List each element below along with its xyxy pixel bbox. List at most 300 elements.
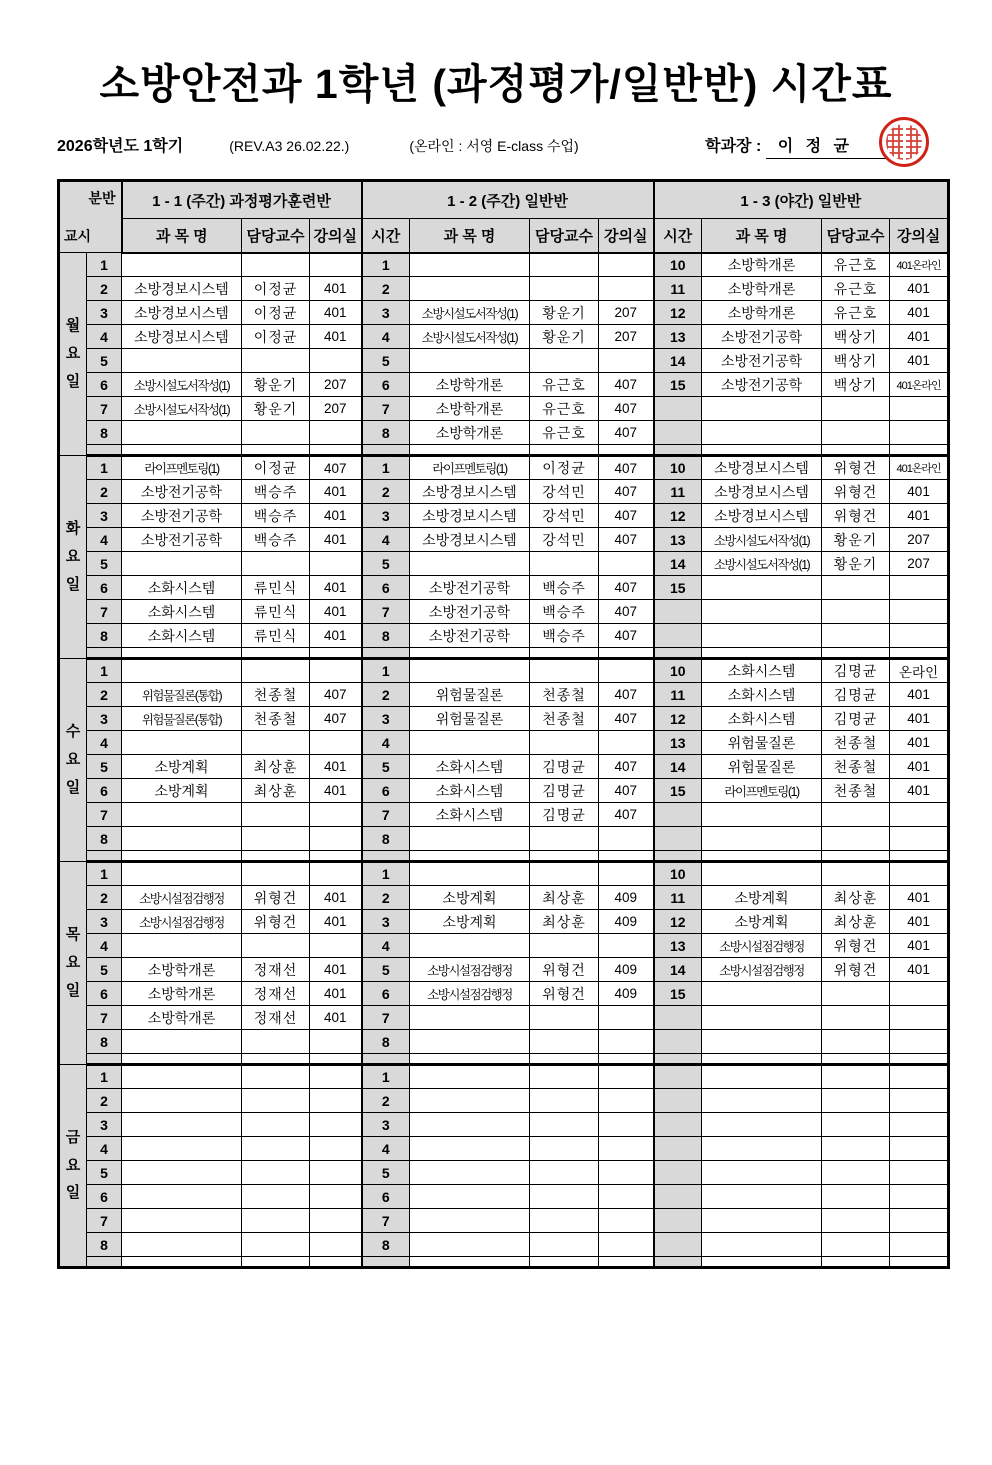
period-cell <box>87 1257 122 1268</box>
period-cell <box>654 1161 702 1185</box>
professor-cell: 위형건 <box>822 934 890 958</box>
subject-cell <box>410 1137 530 1161</box>
subject-cell <box>122 253 242 277</box>
subject-cell <box>702 1006 822 1030</box>
subject-cell: 소방시설점검행정 <box>702 958 822 982</box>
room-cell <box>599 349 654 373</box>
professor-cell: 최상훈 <box>242 755 310 779</box>
professor-cell: 정재선 <box>242 958 310 982</box>
room-cell <box>599 731 654 755</box>
professor-cell: 위형건 <box>822 456 890 480</box>
room-cell: 409 <box>599 910 654 934</box>
period-cell: 3 <box>87 1113 122 1137</box>
period-cell: 7 <box>362 1209 410 1233</box>
subject-cell: 소방시설점검행정 <box>410 982 530 1006</box>
subject-cell <box>410 277 530 301</box>
professor-cell <box>530 253 599 277</box>
professor-cell <box>530 1054 599 1065</box>
professor-cell <box>530 648 599 659</box>
room-cell <box>310 1113 362 1137</box>
room-cell: 207 <box>310 373 362 397</box>
subject-cell: 소방경보시스템 <box>702 504 822 528</box>
subject-cell: 소방계획 <box>410 886 530 910</box>
professor-cell: 이정균 <box>242 301 310 325</box>
room-cell <box>310 253 362 277</box>
room-cell <box>310 648 362 659</box>
subject-cell <box>410 1185 530 1209</box>
period-cell <box>654 1233 702 1257</box>
subject-cell: 라이프멘토링(1) <box>122 456 242 480</box>
period-cell: 1 <box>87 862 122 886</box>
professor-cell: 백승주 <box>530 624 599 648</box>
room-cell: 401 <box>310 910 362 934</box>
period-cell: 3 <box>362 504 410 528</box>
period-cell: 7 <box>87 1209 122 1233</box>
professor-cell: 이정균 <box>530 456 599 480</box>
period-cell: 6 <box>87 779 122 803</box>
period-cell: 5 <box>362 1161 410 1185</box>
period-cell <box>87 648 122 659</box>
period-cell: 3 <box>362 910 410 934</box>
professor-cell <box>242 1113 310 1137</box>
room-cell <box>890 1006 949 1030</box>
professor-cell: 천종철 <box>242 683 310 707</box>
subject-cell: 소방경보시스템 <box>122 325 242 349</box>
online-note-label: (온라인 : 서영 E-class 수업) <box>409 138 579 155</box>
room-cell: 407 <box>599 707 654 731</box>
professor-cell <box>242 648 310 659</box>
period-cell <box>654 421 702 445</box>
professor-cell: 위형건 <box>242 910 310 934</box>
room-cell: 409 <box>599 886 654 910</box>
room-cell: 401 <box>310 277 362 301</box>
professor-cell <box>530 851 599 862</box>
group-header-1-3: 1 - 3 (야간) 일반반 <box>654 181 949 219</box>
subject-cell: 소방학개론 <box>410 421 530 445</box>
subject-cell: 위험물질론(통합) <box>122 683 242 707</box>
col-header-time: 시간 <box>362 219 410 253</box>
period-cell <box>654 1054 702 1065</box>
room-cell: 407 <box>599 755 654 779</box>
period-cell <box>654 1113 702 1137</box>
professor-cell: 황운기 <box>242 397 310 421</box>
subject-cell: 소화시스템 <box>122 576 242 600</box>
professor-cell <box>530 445 599 456</box>
subject-cell <box>410 1233 530 1257</box>
professor-cell: 유근호 <box>530 397 599 421</box>
subject-cell: 소방시설도서작성(1) <box>702 552 822 576</box>
subject-cell <box>702 1030 822 1054</box>
room-cell <box>310 552 362 576</box>
subject-cell <box>702 1209 822 1233</box>
period-cell: 1 <box>362 862 410 886</box>
info-row <box>57 133 947 159</box>
period-cell: 7 <box>362 397 410 421</box>
professor-cell: 백승주 <box>530 576 599 600</box>
period-cell: 5 <box>87 958 122 982</box>
period-cell: 8 <box>362 1233 410 1257</box>
period-cell: 7 <box>362 1006 410 1030</box>
professor-cell <box>242 1089 310 1113</box>
subject-cell <box>702 1065 822 1089</box>
subject-cell <box>702 445 822 456</box>
subject-cell <box>122 1065 242 1089</box>
professor-cell <box>822 1161 890 1185</box>
professor-cell: 유근호 <box>530 421 599 445</box>
subject-cell: 소화시스템 <box>410 803 530 827</box>
period-cell: 8 <box>362 827 410 851</box>
room-cell: 401 <box>890 707 949 731</box>
room-cell: 407 <box>310 456 362 480</box>
day-label: 화 요 일 <box>59 456 87 659</box>
room-cell <box>599 934 654 958</box>
period-cell <box>362 648 410 659</box>
professor-cell <box>242 1065 310 1089</box>
professor-cell <box>530 659 599 683</box>
professor-cell <box>822 1113 890 1137</box>
room-cell: 401 <box>890 504 949 528</box>
room-cell <box>890 851 949 862</box>
period-cell: 15 <box>654 982 702 1006</box>
room-cell: 407 <box>599 576 654 600</box>
subject-cell <box>410 851 530 862</box>
subject-cell <box>122 1137 242 1161</box>
group-header-1-1: 1 - 1 (주간) 과정평가훈련반 <box>122 181 362 219</box>
room-cell <box>890 982 949 1006</box>
period-cell: 7 <box>87 397 122 421</box>
professor-cell: 유근호 <box>822 277 890 301</box>
department-head-signature <box>705 133 947 159</box>
professor-cell <box>530 1209 599 1233</box>
room-cell <box>599 851 654 862</box>
room-cell: 407 <box>310 683 362 707</box>
professor-cell: 황운기 <box>530 325 599 349</box>
professor-cell <box>530 1257 599 1268</box>
professor-cell: 위형건 <box>822 958 890 982</box>
professor-cell <box>822 421 890 445</box>
subject-cell: 소방경보시스템 <box>122 301 242 325</box>
period-cell: 7 <box>87 803 122 827</box>
room-cell: 401 <box>890 480 949 504</box>
subject-cell <box>122 1185 242 1209</box>
approval-stamp-icon <box>879 117 929 167</box>
subject-cell: 소방경보시스템 <box>702 456 822 480</box>
professor-cell: 유근호 <box>822 253 890 277</box>
subject-cell <box>410 1113 530 1137</box>
room-cell: 401 <box>310 325 362 349</box>
period-cell: 2 <box>87 277 122 301</box>
room-cell <box>599 862 654 886</box>
period-cell: 5 <box>87 755 122 779</box>
room-cell <box>599 277 654 301</box>
room-cell: 401온라인 <box>890 253 949 277</box>
professor-cell: 최상훈 <box>242 779 310 803</box>
period-cell: 12 <box>654 707 702 731</box>
period-cell: 4 <box>362 934 410 958</box>
period-cell: 5 <box>87 1161 122 1185</box>
room-cell <box>890 1185 949 1209</box>
professor-cell: 이정균 <box>242 277 310 301</box>
period-cell: 15 <box>654 779 702 803</box>
period-cell: 1 <box>87 253 122 277</box>
subject-cell <box>702 600 822 624</box>
room-cell: 407 <box>310 707 362 731</box>
subject-cell <box>702 1233 822 1257</box>
subject-cell <box>122 731 242 755</box>
subject-cell: 소방시설점검행정 <box>702 934 822 958</box>
room-cell: 401 <box>890 349 949 373</box>
professor-cell <box>822 624 890 648</box>
professor-cell: 천종철 <box>530 707 599 731</box>
period-cell <box>87 1054 122 1065</box>
room-cell <box>890 1257 949 1268</box>
room-cell: 401 <box>310 624 362 648</box>
subject-cell <box>410 1030 530 1054</box>
col-header-professor: 담당교수 <box>242 219 310 253</box>
professor-cell <box>822 827 890 851</box>
subject-cell: 소방학개론 <box>122 1006 242 1030</box>
period-cell: 6 <box>362 576 410 600</box>
period-cell: 4 <box>87 934 122 958</box>
period-cell: 3 <box>87 301 122 325</box>
subject-cell: 소화시스템 <box>122 600 242 624</box>
period-cell <box>654 1030 702 1054</box>
room-cell: 401 <box>310 1006 362 1030</box>
room-cell: 407 <box>599 480 654 504</box>
professor-cell <box>822 1089 890 1113</box>
professor-cell: 천종철 <box>530 683 599 707</box>
subject-cell <box>122 934 242 958</box>
subject-cell <box>122 349 242 373</box>
room-cell: 401 <box>310 982 362 1006</box>
professor-cell: 위형건 <box>242 886 310 910</box>
subject-cell <box>122 1030 242 1054</box>
day-label: 수 요 일 <box>59 659 87 862</box>
professor-cell <box>242 349 310 373</box>
subject-cell: 소방계획 <box>410 910 530 934</box>
professor-cell: 류민식 <box>242 600 310 624</box>
subject-cell: 위험물질론(통합) <box>122 707 242 731</box>
subject-cell <box>122 1209 242 1233</box>
professor-cell <box>822 648 890 659</box>
subject-cell <box>702 803 822 827</box>
room-cell: 407 <box>599 504 654 528</box>
subject-cell: 소방계획 <box>122 755 242 779</box>
room-cell <box>599 1185 654 1209</box>
room-cell: 401온라인 <box>890 373 949 397</box>
room-cell: 401온라인 <box>890 456 949 480</box>
period-cell <box>654 648 702 659</box>
period-cell: 4 <box>362 325 410 349</box>
period-cell <box>654 1065 702 1089</box>
period-cell: 6 <box>87 1185 122 1209</box>
room-cell: 407 <box>599 373 654 397</box>
room-cell <box>310 1089 362 1113</box>
subject-cell <box>410 445 530 456</box>
period-cell: 6 <box>362 373 410 397</box>
subject-cell: 소방학개론 <box>702 253 822 277</box>
room-cell: 401 <box>890 731 949 755</box>
period-cell <box>654 397 702 421</box>
professor-cell: 백승주 <box>530 600 599 624</box>
room-cell <box>890 421 949 445</box>
professor-cell <box>822 862 890 886</box>
subject-cell: 소방학개론 <box>702 301 822 325</box>
room-cell <box>890 1113 949 1137</box>
day-label: 목 요 일 <box>59 862 87 1065</box>
room-cell <box>599 1089 654 1113</box>
period-cell: 14 <box>654 958 702 982</box>
professor-cell: 위형건 <box>822 504 890 528</box>
room-cell: 온라인 <box>890 659 949 683</box>
period-cell: 3 <box>362 1113 410 1137</box>
subject-cell: 소화시스템 <box>122 624 242 648</box>
room-cell <box>599 648 654 659</box>
professor-cell <box>822 1065 890 1089</box>
subject-cell: 소방시설도서작성(1) <box>702 528 822 552</box>
col-header-subject: 과 목 명 <box>410 219 530 253</box>
period-cell: 8 <box>87 1233 122 1257</box>
subject-cell: 소방학개론 <box>122 982 242 1006</box>
period-cell: 4 <box>362 731 410 755</box>
room-cell <box>890 624 949 648</box>
room-cell: 401 <box>890 683 949 707</box>
professor-cell: 정재선 <box>242 1006 310 1030</box>
subject-cell <box>122 445 242 456</box>
professor-cell: 백상기 <box>822 325 890 349</box>
period-cell <box>654 600 702 624</box>
subject-cell <box>122 1054 242 1065</box>
room-cell <box>890 803 949 827</box>
professor-cell: 최상훈 <box>822 886 890 910</box>
period-cell: 1 <box>87 659 122 683</box>
period-cell <box>87 851 122 862</box>
period-cell <box>654 1137 702 1161</box>
col-header-room: 강의실 <box>310 219 362 253</box>
professor-cell <box>242 1233 310 1257</box>
subject-cell: 소방학개론 <box>122 958 242 982</box>
period-cell: 2 <box>87 683 122 707</box>
col-header-room: 강의실 <box>599 219 654 253</box>
subject-cell <box>702 397 822 421</box>
period-cell: 4 <box>362 1137 410 1161</box>
subject-cell: 소방학개론 <box>410 373 530 397</box>
room-cell <box>310 1030 362 1054</box>
period-cell <box>654 851 702 862</box>
period-cell: 11 <box>654 886 702 910</box>
room-cell <box>310 1185 362 1209</box>
room-cell: 407 <box>599 528 654 552</box>
room-cell <box>599 659 654 683</box>
room-cell: 401 <box>890 325 949 349</box>
professor-cell <box>822 851 890 862</box>
room-cell <box>890 1233 949 1257</box>
room-cell <box>890 397 949 421</box>
professor-cell: 최상훈 <box>530 910 599 934</box>
period-cell: 7 <box>87 600 122 624</box>
period-cell: 11 <box>654 480 702 504</box>
professor-cell <box>530 1185 599 1209</box>
professor-cell <box>530 1161 599 1185</box>
period-cell: 2 <box>87 886 122 910</box>
corner-cell <box>59 181 122 253</box>
subject-cell <box>122 803 242 827</box>
professor-cell <box>530 731 599 755</box>
professor-cell <box>242 253 310 277</box>
period-cell <box>654 1006 702 1030</box>
subject-cell <box>410 1257 530 1268</box>
subject-cell <box>410 1161 530 1185</box>
subject-cell <box>410 1065 530 1089</box>
professor-cell <box>242 1161 310 1185</box>
professor-cell <box>242 1185 310 1209</box>
professor-cell: 류민식 <box>242 576 310 600</box>
professor-cell <box>822 1006 890 1030</box>
room-cell: 409 <box>599 958 654 982</box>
subject-cell: 소방시설점검행정 <box>122 910 242 934</box>
room-cell: 407 <box>599 456 654 480</box>
period-cell: 5 <box>362 755 410 779</box>
room-cell: 401 <box>310 600 362 624</box>
period-cell: 7 <box>362 803 410 827</box>
period-cell: 10 <box>654 456 702 480</box>
period-cell <box>362 1054 410 1065</box>
room-cell: 407 <box>599 803 654 827</box>
subject-cell <box>410 1089 530 1113</box>
page-title: 소방안전과 1학년 (과정평가/일반반) 시간표 <box>99 61 893 107</box>
room-cell <box>890 648 949 659</box>
subject-cell: 소방전기공학 <box>410 624 530 648</box>
professor-cell <box>530 1006 599 1030</box>
room-cell <box>599 445 654 456</box>
room-cell <box>310 445 362 456</box>
period-cell <box>654 803 702 827</box>
col-header-room: 강의실 <box>890 219 949 253</box>
room-cell: 401 <box>890 277 949 301</box>
professor-cell <box>242 1054 310 1065</box>
professor-cell: 강석민 <box>530 528 599 552</box>
period-cell: 15 <box>654 373 702 397</box>
room-cell <box>599 253 654 277</box>
period-cell: 1 <box>362 659 410 683</box>
professor-cell <box>242 851 310 862</box>
col-header-professor: 담당교수 <box>822 219 890 253</box>
room-cell <box>890 1030 949 1054</box>
professor-cell: 천종철 <box>822 755 890 779</box>
professor-cell: 위형건 <box>530 982 599 1006</box>
subject-cell <box>122 421 242 445</box>
professor-cell: 이정균 <box>242 456 310 480</box>
department-head-label: 학과장 : <box>705 138 762 156</box>
subject-cell: 소방전기공학 <box>702 349 822 373</box>
subject-cell <box>410 1209 530 1233</box>
subject-cell: 소방학개론 <box>702 277 822 301</box>
period-cell <box>362 1257 410 1268</box>
subject-cell: 소방전기공학 <box>122 504 242 528</box>
corner-label-period: 교시 <box>64 228 92 245</box>
room-cell <box>310 349 362 373</box>
room-cell: 401 <box>310 480 362 504</box>
room-cell: 207 <box>890 528 949 552</box>
subject-cell: 소방계획 <box>702 910 822 934</box>
subject-cell: 소방전기공학 <box>410 576 530 600</box>
subject-cell: 위험물질론 <box>702 731 822 755</box>
room-cell: 407 <box>599 600 654 624</box>
professor-cell: 이정균 <box>242 325 310 349</box>
subject-cell <box>702 1054 822 1065</box>
room-cell <box>890 1161 949 1185</box>
col-header-time: 시간 <box>654 219 702 253</box>
